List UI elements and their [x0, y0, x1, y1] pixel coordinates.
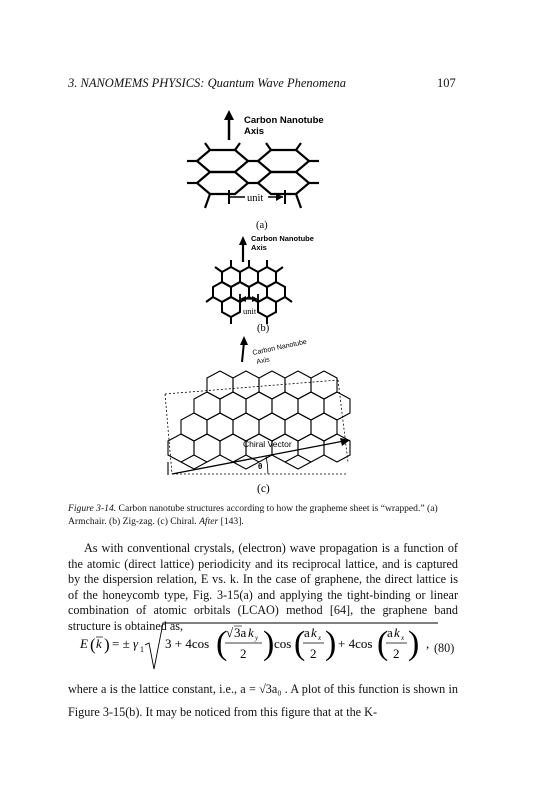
- equation-number: (80): [434, 641, 455, 655]
- svg-text:(: (: [216, 625, 228, 662]
- figure-caption: [68, 502, 468, 528]
- svg-text:cos: cos: [274, 636, 292, 651]
- svg-text:x: x: [401, 634, 405, 642]
- svg-text:γ: γ: [133, 636, 139, 651]
- panel-c-label: (c): [257, 483, 270, 495]
- svg-text:(: (: [294, 625, 306, 662]
- caption-figure-label: Figure 3-14.: [68, 503, 117, 514]
- svg-text:): ): [408, 625, 420, 662]
- svg-text:k: k: [96, 636, 102, 651]
- caption-after: After: [199, 516, 219, 527]
- svg-text:k: k: [394, 625, 400, 640]
- svg-text:x: x: [318, 634, 322, 642]
- svg-text:k: k: [248, 625, 254, 640]
- svg-text:2: 2: [393, 646, 400, 661]
- svg-text:√: √: [226, 625, 234, 640]
- panel-c-vector-label: Chiral Vector: [243, 439, 292, 449]
- svg-text:1: 1: [140, 645, 144, 654]
- panel-c-angle-label: θ: [258, 462, 263, 471]
- caption-reference: [143].: [218, 516, 244, 527]
- equation-graphic: [68, 615, 458, 677]
- svg-text:+ 4cos: + 4cos: [338, 636, 373, 651]
- svg-text:3 + 4cos: 3 + 4cos: [165, 636, 210, 651]
- paragraph-1: As with conventional crystals, (electron) wave propagation is a function of the atomic (direct lattice) periodicity and its reciprocal lattice, and is captured by the dispersion relation, E vs. k. In the case of graphene, the direct lattice is of the honeycomb type, Fig. 3-15(a) and applying the tight-binding or linear combination of atomic orbitals (LCAO) method [64], the graphene band structure is obtained as,: [68, 541, 458, 633]
- svg-text:(: (: [377, 625, 389, 662]
- svg-text:y: y: [255, 634, 259, 642]
- svg-text:a: a: [387, 625, 393, 640]
- running-title: 3. NANOMEMS PHYSICS: Quantum Wave Phenomena: [68, 76, 346, 90]
- panel-a-axis-label-2: Axis: [244, 126, 265, 137]
- svg-text:= ±: = ±: [112, 636, 130, 651]
- svg-text:2: 2: [310, 646, 317, 661]
- paragraph-2: where a is the lattice constant, i.e., a = √3a₀ . A plot of this function is shown in Figure 3-15(b). It may be noticed from this figure that at the K-: [68, 682, 458, 719]
- panel-a-label: (a): [256, 220, 268, 231]
- svg-text:): ): [263, 625, 275, 662]
- svg-text:2: 2: [240, 646, 247, 661]
- panel-b-unit-label: unit: [243, 306, 257, 316]
- svg-text:3a: 3a: [234, 625, 247, 640]
- caption-text: Carbon nanotube structures according to how the grapheme sheet is “wrapped.” (a) Armchair. (b) Zig-zag. (c) Chiral.: [68, 503, 438, 527]
- panel-c-axis-label-2: Axis: [255, 356, 271, 366]
- svg-text:E: E: [80, 636, 88, 651]
- panel-c-diagram: [165, 336, 350, 475]
- panel-b-axis-label-2: Axis: [251, 243, 267, 252]
- svg-text:): ): [104, 635, 110, 654]
- page-number: 107: [437, 76, 456, 90]
- panel-c-axis-label-1: Carbon Nanotube: [251, 338, 308, 357]
- svg-text:(: (: [90, 635, 96, 654]
- equation-80: [68, 615, 458, 675]
- panel-a-axis-label-1: Carbon Nanotube: [244, 115, 324, 126]
- svg-text:a: a: [304, 625, 310, 640]
- panel-a-unit-label: unit: [247, 193, 264, 204]
- svg-text:k: k: [311, 625, 317, 640]
- svg-text:): ): [325, 625, 337, 662]
- svg-text:,: ,: [426, 636, 430, 651]
- panel-b-axis-label-1: Carbon Nanotube: [251, 234, 314, 243]
- panel-b-label: (b): [257, 323, 270, 334]
